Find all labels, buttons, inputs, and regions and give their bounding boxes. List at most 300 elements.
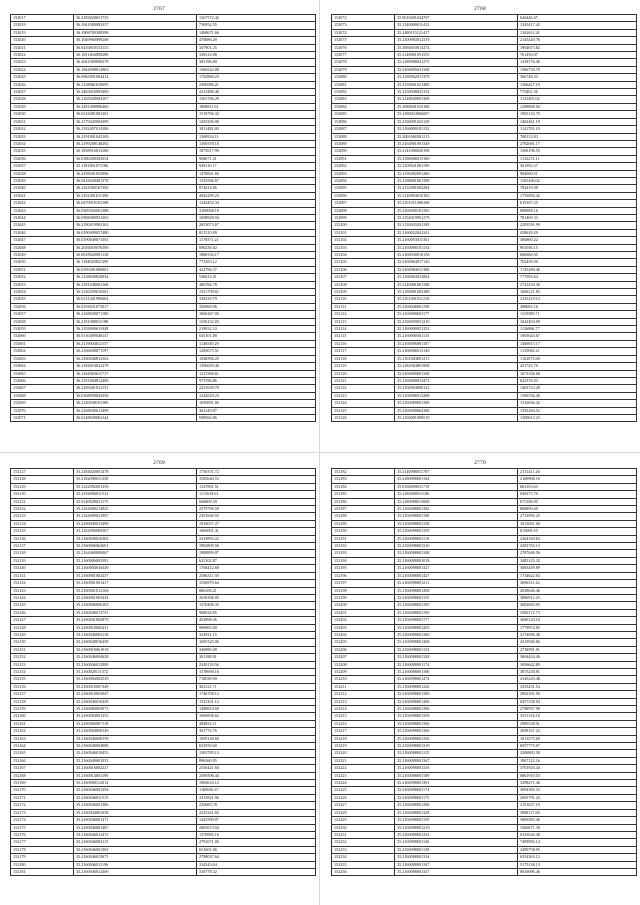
coordinate-cell: 35.2160098001359 [395, 713, 518, 720]
coordinate-cell: 35.2160010003047 [74, 691, 197, 698]
point-id-cell: 152226 [332, 794, 395, 801]
table-row [11, 757, 316, 764]
value-cell: 2235219.12 [518, 296, 637, 303]
point-id-cell: 152042 [11, 200, 74, 207]
table-row [332, 81, 637, 88]
table-row [332, 89, 637, 96]
coordinate-cell: 35.2160004016349 [74, 565, 197, 572]
point-id-cell: 152063 [11, 355, 74, 362]
table-row [332, 355, 637, 362]
value-cell: 1242629.23 [197, 392, 316, 399]
value-cell: 1360934.11 [197, 133, 316, 140]
point-id-cell: 152196 [332, 572, 395, 579]
coordinate-table [331, 14, 637, 422]
coordinate-cell: 36.2190419902162 [74, 222, 197, 229]
coordinate-cell: 35.2148040001308 [395, 96, 518, 103]
value-cell: 1306196.55 [518, 148, 637, 155]
point-id-cell: 152149 [11, 631, 74, 638]
table-row [332, 587, 637, 594]
point-id-cell: 152070 [11, 407, 74, 414]
value-cell: 2391946.55 [197, 513, 316, 520]
table-row [332, 311, 637, 318]
point-id-cell: 152157 [11, 691, 74, 698]
coordinate-cell: 35.2160046012406 [74, 868, 197, 875]
value-cell: 2791671.00 [197, 839, 316, 846]
table-row [332, 765, 637, 772]
value-cell: 3683459.89 [518, 565, 637, 572]
value-cell: 1283675.51 [197, 348, 316, 355]
point-id-cell: 152188 [332, 513, 395, 520]
point-id-cell: 152225 [332, 787, 395, 794]
point-id-cell: 152097 [332, 200, 395, 207]
point-id-cell: 152040 [11, 185, 74, 192]
table-row [332, 370, 637, 377]
coordinate-cell: 35.2160049016302 [74, 535, 197, 542]
table-row [11, 765, 316, 772]
point-id-cell: 152181 [11, 868, 74, 875]
table-row [11, 155, 316, 162]
value-cell: 1369378.10 [197, 140, 316, 147]
value-cell: 1362612.41 [518, 29, 637, 36]
coordinate-cell: 35.2160020111372 [74, 668, 197, 675]
coordinate-cell: 35.2160098001189 [395, 772, 518, 779]
coordinate-cell: 35.2160098001347 [395, 868, 518, 875]
value-cell: 1698928.94 [197, 214, 316, 221]
value-cell: 3988117.60 [518, 809, 637, 816]
point-id-cell: 152119 [332, 363, 395, 370]
value-cell: 384834.11 [197, 720, 316, 727]
coordinate-cell: 35.2160098001211 [395, 580, 518, 587]
table-row [11, 29, 316, 36]
point-id-cell: 152205 [332, 639, 395, 646]
point-id-cell: 152228 [332, 809, 395, 816]
point-id-cell: 152195 [332, 565, 395, 572]
coordinate-table [10, 468, 316, 876]
value-cell: 2356421.84 [197, 765, 316, 772]
point-id-cell: 152232 [332, 839, 395, 846]
coordinate-cell: 35.2160098001205 [395, 624, 518, 631]
point-id-cell: 152020 [11, 37, 74, 44]
point-id-cell: 152085 [332, 111, 395, 118]
point-id-cell: 152233 [332, 846, 395, 853]
point-id-cell: 152190 [332, 528, 395, 535]
value-cell: 2349119.56 [197, 661, 316, 668]
table-row [11, 668, 316, 675]
table-row [11, 281, 316, 288]
value-cell: 452898.46 [197, 617, 316, 624]
coordinate-cell: 35.2188001001398 [395, 177, 518, 184]
point-id-cell: 152021 [11, 44, 74, 51]
point-id-cell: 152169 [11, 780, 74, 787]
value-cell: 4283763.13 [518, 543, 637, 550]
coordinate-cell: 35.3694010013274 [395, 44, 518, 51]
coordinate-cell: 35.2160004000122 [395, 385, 518, 392]
point-id-cell: 152159 [11, 706, 74, 713]
coordinate-cell: 36.2198301052096 [74, 170, 197, 177]
coordinate-cell: 35.2161011006168 [395, 200, 518, 207]
table-row [11, 794, 316, 801]
point-id-cell: 152102 [332, 237, 395, 244]
point-id-cell: 152207 [332, 654, 395, 661]
coordinate-cell: 35.2160001008519 [395, 414, 518, 421]
coordinate-cell: 35.2160000013472 [395, 377, 518, 384]
point-id-cell: 152133 [11, 513, 74, 520]
point-id-cell: 152217 [332, 728, 395, 735]
point-id-cell: 152172 [11, 802, 74, 809]
value-cell: 2681673.04 [197, 824, 316, 831]
coordinate-cell: 35.2160048004088 [74, 743, 197, 750]
coordinate-cell: 35.2160098001206 [395, 698, 518, 705]
table-row [11, 609, 316, 616]
value-cell: 2798957.98 [518, 706, 637, 713]
point-id-cell: 152113 [332, 318, 395, 325]
value-cell: 1613681.06 [518, 520, 637, 527]
coordinate-cell: 35.2160098001356 [395, 735, 518, 742]
coordinate-cell: 35.2189008041275 [395, 59, 518, 66]
point-id-cell: 152184 [332, 483, 395, 490]
coordinate-cell: 36.2182407014186 [74, 126, 197, 133]
value-cell: 2798037.64 [197, 854, 316, 861]
coordinate-cell: 35.2160098001174 [395, 661, 518, 668]
table-row [332, 185, 637, 192]
value-cell: 2295591.99 [518, 222, 637, 229]
page-number: 2769 [153, 460, 165, 466]
table-row [11, 348, 316, 355]
table-row [332, 861, 637, 868]
table-row [11, 483, 316, 490]
value-cell: 2782681.17 [518, 140, 637, 147]
coordinate-cell: 36.2191004812408 [74, 377, 197, 384]
point-id-cell: 152098 [332, 207, 395, 214]
coordinate-cell: 36.2138040820834 [74, 274, 197, 281]
point-id-cell: 152143 [11, 587, 74, 594]
point-id-cell: 152044 [11, 214, 74, 221]
table-row [332, 831, 637, 838]
table-row [11, 15, 316, 22]
point-id-cell: 152214 [332, 706, 395, 713]
table-row [11, 861, 316, 868]
table-row [11, 289, 316, 296]
coordinate-cell: 36.0190049071301 [74, 237, 197, 244]
value-cell: 1753894.42 [518, 192, 637, 199]
table-row [11, 683, 316, 690]
value-cell: 2605791.24 [518, 794, 637, 801]
value-cell: 1162073.68 [518, 355, 637, 362]
value-cell: 1342452.34 [197, 200, 316, 207]
table-row [332, 513, 637, 520]
value-cell: 301188.81 [197, 654, 316, 661]
point-id-cell: 152111 [332, 303, 395, 310]
table-row [332, 668, 637, 675]
table-row [11, 824, 316, 831]
coordinate-cell: 35.2160084011390 [395, 266, 518, 273]
table-row [332, 602, 637, 609]
table-row [11, 126, 316, 133]
point-id-cell: 152129 [11, 483, 74, 490]
point-id-cell: 152030 [11, 111, 74, 118]
value-cell: 3701920.44 [518, 765, 637, 772]
value-cell: 780133.83 [518, 133, 637, 140]
value-cell: 1392284.52 [518, 407, 637, 414]
value-cell: 1613575.60 [518, 735, 637, 742]
coordinate-cell: 35.9018401044707 [395, 15, 518, 22]
coordinate-cell: 35.2160098001367 [395, 757, 518, 764]
table-row [332, 377, 637, 384]
coordinate-cell: 35.2001060301215 [395, 133, 518, 140]
value-cell: 651601.66 [197, 846, 316, 853]
point-id-cell: 152039 [11, 177, 74, 184]
point-id-cell: 152023 [11, 59, 74, 66]
coordinate-cell: 35.2184020001478 [74, 469, 197, 476]
table-row [11, 713, 316, 720]
table-row [332, 706, 637, 713]
value-cell: 3969383.46 [518, 817, 637, 824]
value-cell: 1468671.66 [197, 29, 316, 36]
value-cell: 1418176.40 [518, 59, 637, 66]
table-row [332, 259, 637, 266]
table-row [11, 572, 316, 579]
table-row [11, 498, 316, 505]
point-id-cell: 152069 [11, 400, 74, 407]
table-row [11, 252, 316, 259]
table-row [11, 580, 316, 587]
coordinate-cell: 35.2480115121417 [395, 29, 518, 36]
coordinate-cell: 35.2160098001328 [395, 654, 518, 661]
coordinate-cell: 35.2160000051352 [395, 326, 518, 333]
value-cell: 1396556.40 [518, 392, 637, 399]
value-cell: 874414.86 [197, 185, 316, 192]
value-cell: 1964673.82 [518, 44, 637, 51]
coordinate-cell: 35.2152091002284 [395, 185, 518, 192]
coordinate-cell: 36.1908709388398 [74, 29, 197, 36]
coordinate-cell: 35.2159601021480 [395, 81, 518, 88]
value-cell: 1673336.68 [518, 370, 637, 377]
point-id-cell: 152027 [11, 89, 74, 96]
point-id-cell: 152087 [332, 126, 395, 133]
coordinate-cell: 35.2160069003973 [74, 706, 197, 713]
point-id-cell: 152108 [332, 281, 395, 288]
table-row [11, 340, 316, 347]
coordinate-cell: 36.2041009009278 [74, 59, 197, 66]
point-id-cell: 152211 [332, 683, 395, 690]
value-cell: 1756701.72 [197, 469, 316, 476]
coordinate-cell: 35.2160098001232 [395, 831, 518, 838]
table-row [332, 794, 637, 801]
point-id-cell: 152080 [332, 74, 395, 81]
coordinate-cell: 35.2160098001199 [395, 609, 518, 616]
coordinate-cell: 35.2160040000139 [74, 735, 197, 742]
point-id-cell: 152213 [332, 698, 395, 705]
table-row [332, 817, 637, 824]
table-row [332, 200, 637, 207]
table-row [332, 148, 637, 155]
point-id-cell: 152166 [11, 757, 74, 764]
page-number: 2770 [474, 460, 486, 466]
point-id-cell: 152222 [332, 765, 395, 772]
value-cell: 968671.41 [197, 155, 316, 162]
coordinate-cell: 35.2160040001471 [74, 817, 197, 824]
table-row [332, 340, 637, 347]
point-id-cell: 152083 [332, 96, 395, 103]
table-row [11, 691, 316, 698]
coordinate-cell: 35.2160098001198 [395, 513, 518, 520]
coordinate-cell: 36.0168058043358 [74, 392, 197, 399]
coordinate-cell: 35.2160098001018 [395, 557, 518, 564]
page-panel-bottom-right [331, 460, 629, 876]
value-cell: 2569396.44 [197, 772, 316, 779]
point-id-cell: 152092 [332, 163, 395, 170]
coordinate-cell: 35.2080041033188 [395, 103, 518, 110]
table-row [11, 133, 316, 140]
table-row [11, 646, 316, 653]
value-cell: 1768412.68 [197, 565, 316, 572]
point-id-cell: 152197 [332, 580, 395, 587]
point-id-cell: 152084 [332, 103, 395, 110]
coordinate-cell: 35.0160009011719 [395, 483, 518, 490]
coordinate-cell: 35.2160098001155 [395, 594, 518, 601]
coordinate-cell: 35.2160046012671 [74, 854, 197, 861]
coordinate-cell: 35.2184000011106 [395, 491, 518, 498]
coordinate-cell: 35.2160049013751 [74, 609, 197, 616]
coordinate-cell: 35.2160098001348 [395, 550, 518, 557]
table-row [11, 676, 316, 683]
table-row [11, 140, 316, 147]
table-row [332, 363, 637, 370]
coordinate-cell: 35.2160010002431 [74, 624, 197, 631]
coordinate-cell: 35.2160098001268 [395, 639, 518, 646]
point-id-cell: 152203 [332, 624, 395, 631]
table-row [11, 846, 316, 853]
table-row [332, 565, 637, 572]
value-cell: 1965616.12 [197, 780, 316, 787]
point-id-cell: 152194 [332, 557, 395, 564]
value-cell: 1745280.46 [518, 266, 637, 273]
point-id-cell: 152060 [11, 333, 74, 340]
value-cell: 363121.71 [197, 683, 316, 690]
value-cell: 1582640.53 [197, 476, 316, 483]
table-row [332, 469, 637, 476]
table-row [11, 772, 316, 779]
point-id-cell: 152175 [11, 824, 74, 831]
table-row [332, 103, 637, 110]
point-id-cell: 152206 [332, 646, 395, 653]
point-id-cell: 152065 [11, 370, 74, 377]
coordinate-cell: 36.2160046814162 [74, 355, 197, 362]
value-cell: 1519796.32 [197, 111, 316, 118]
point-id-cell: 152105 [332, 259, 395, 266]
table-row [11, 222, 316, 229]
value-cell: 362349.87 [197, 407, 316, 414]
value-cell: 2042299.23 [197, 192, 316, 199]
table-row [11, 59, 316, 66]
value-cell: 1366427.19 [518, 81, 637, 88]
table-row [332, 44, 637, 51]
coordinate-cell: 36.1941000093357 [74, 22, 197, 29]
point-id-cell: 152019 [11, 29, 74, 36]
coordinate-cell: 35.2160098001167 [395, 861, 518, 868]
point-id-cell: 152024 [11, 66, 74, 73]
coordinate-cell: 36.1811404009289 [74, 52, 197, 59]
table-row [332, 476, 637, 483]
value-cell: 1356132.03 [197, 318, 316, 325]
table-row [332, 348, 637, 355]
point-id-cell: 152127 [11, 469, 74, 476]
value-cell: 1560671.39 [518, 824, 637, 831]
value-cell: 1600836.62 [197, 713, 316, 720]
table-row [332, 483, 637, 490]
coordinate-cell: 35.2160098001359 [395, 528, 518, 535]
coordinate-cell: 35.2160098001316 [395, 765, 518, 772]
coordinate-cell: 35.2160046012989 [74, 661, 197, 668]
table-row [332, 177, 637, 184]
value-cell: 1298806.94 [518, 103, 637, 110]
horizontal-divider [0, 452, 640, 453]
point-id-cell: 152229 [332, 817, 395, 824]
point-id-cell: 152122 [332, 385, 395, 392]
table-row [11, 370, 316, 377]
value-cell: 2713995.25 [518, 513, 637, 520]
point-id-cell: 152054 [11, 289, 74, 296]
coordinate-cell: 35.2160098001226 [395, 683, 518, 690]
table-row [11, 414, 316, 421]
point-id-cell: 152199 [332, 594, 395, 601]
table-row [11, 728, 316, 735]
table-row [332, 385, 637, 392]
table-row [332, 274, 637, 281]
value-cell: 3353431.54 [518, 683, 637, 690]
table-row [11, 587, 316, 594]
coordinate-cell: 36.2168049071180 [74, 311, 197, 318]
coordinate-cell: 35.2160004000149 [74, 728, 197, 735]
point-id-cell: 152209 [332, 668, 395, 675]
point-id-cell: 152035 [11, 148, 74, 155]
table-row [11, 207, 316, 214]
value-cell: 4174096.40 [518, 631, 637, 638]
value-cell: 1908899.07 [197, 550, 316, 557]
table-row [332, 720, 637, 727]
table-row [332, 639, 637, 646]
value-cell: 2251639.79 [197, 385, 316, 392]
coordinate-cell: 35.2160000801168 [395, 370, 518, 377]
value-cell: 846573.70 [518, 491, 637, 498]
value-cell: 2738591.91 [518, 646, 637, 653]
value-cell: 1406813.17 [518, 340, 637, 347]
coordinate-cell: 35.2164901001349 [395, 140, 518, 147]
value-cell: 1792869.23 [197, 74, 316, 81]
table-row [11, 111, 316, 118]
value-cell: 2962501.90 [518, 691, 637, 698]
table-row [11, 318, 316, 325]
table-row [332, 296, 637, 303]
coordinate-cell: 36.2199208148292 [74, 140, 197, 147]
value-cell: 1345417.42 [518, 22, 637, 29]
value-cell: 2413486.40 [197, 89, 316, 96]
coordinate-cell: 35.1181001071186 [74, 163, 197, 170]
value-cell: 775461.36 [518, 89, 637, 96]
value-cell: 984000.51 [518, 170, 637, 177]
table-row [11, 237, 316, 244]
value-cell: 821510.89 [197, 229, 316, 236]
table-row [332, 333, 637, 340]
point-id-cell: 152017 [11, 15, 74, 22]
point-id-cell: 152067 [11, 385, 74, 392]
value-cell: 1135684.21 [518, 348, 637, 355]
table-row [11, 37, 316, 44]
value-cell: 1880332.17 [197, 252, 316, 259]
coordinate-cell: 36.2168040613499 [74, 407, 197, 414]
table-row [11, 44, 316, 51]
value-cell: 6016096.46 [518, 868, 637, 875]
